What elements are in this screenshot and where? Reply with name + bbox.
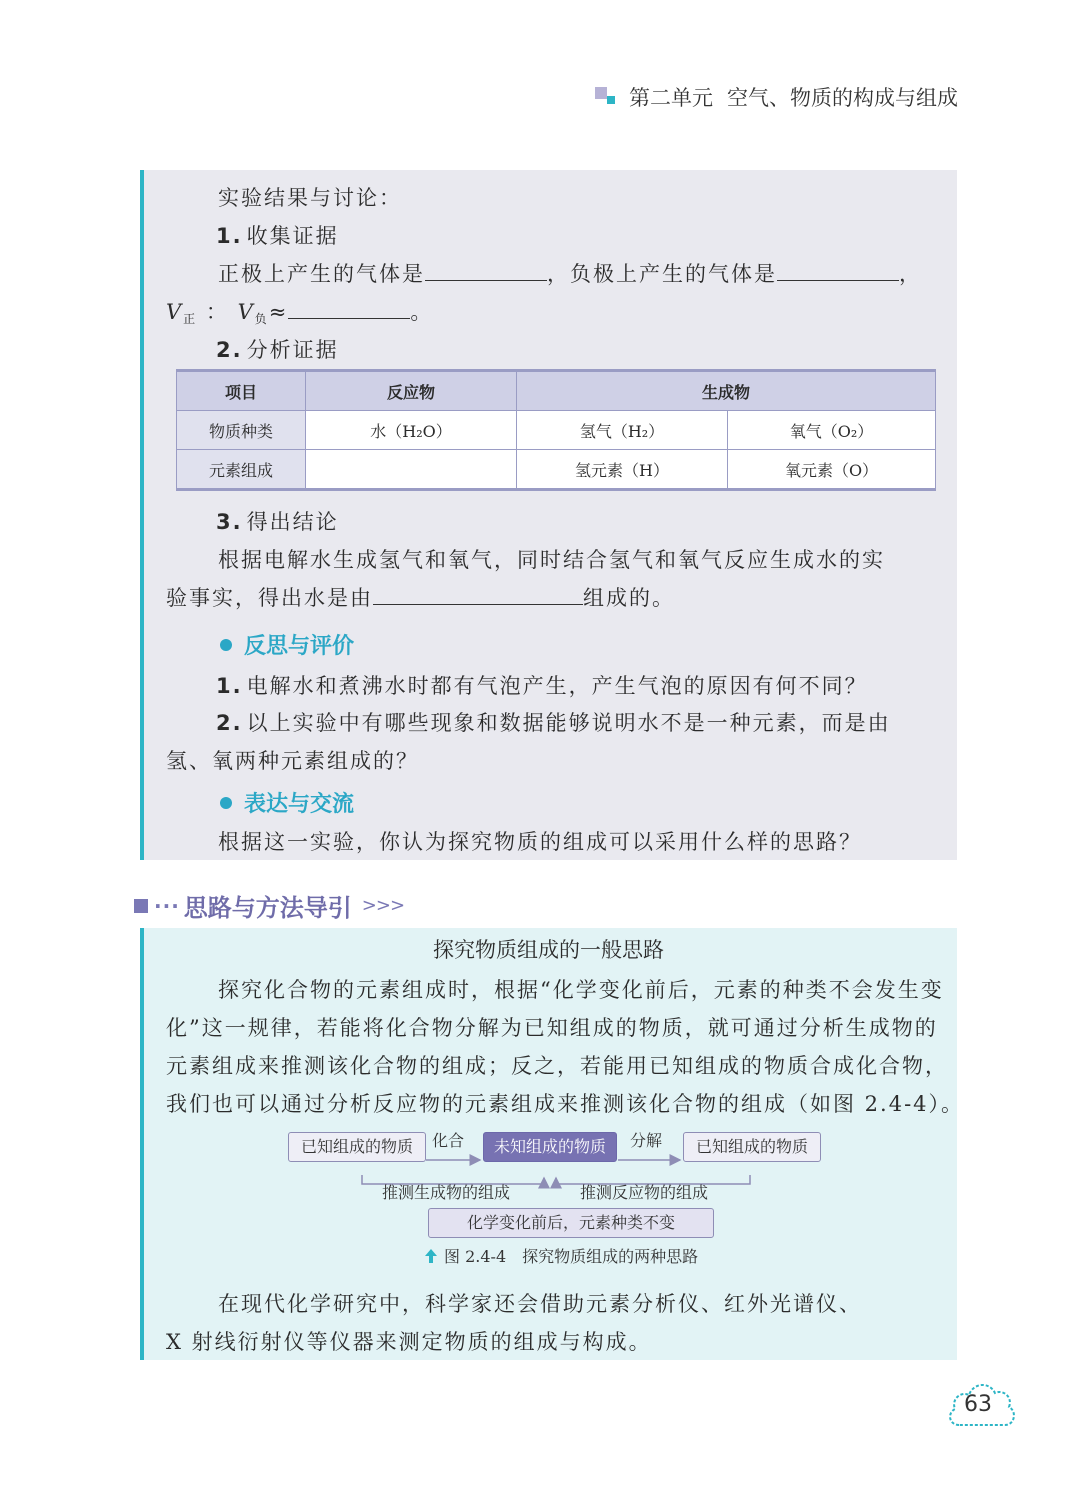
running-header: [595, 82, 958, 112]
section-dots-icon: ···: [154, 893, 180, 918]
blank-element-composition[interactable]: [306, 450, 517, 490]
page-number-badge: 63: [945, 1375, 1017, 1433]
step2-heading: 2. 分析证据: [216, 338, 339, 362]
table-header-item: 项目: [177, 371, 306, 411]
bullet-dot-icon: [220, 639, 232, 651]
section-square-icon: [134, 899, 148, 913]
step1-line1: 正极上产生的气体是 ，负极上产生的气体是 ，: [218, 262, 922, 286]
results-heading: 实验结果与讨论：: [218, 186, 402, 210]
guide-heading: 探究物质组成的一般思路: [433, 938, 664, 962]
bullet-dot-icon: [220, 797, 232, 809]
guide-para1-line: 探究化合物的元素组成时，根据“化学变化前后，元素的种类不会发生变: [218, 978, 944, 1002]
infer-reactants-label: 推测反应物的组成: [580, 1183, 709, 1202]
table-row: 物质种类 水（H₂O） 氢气（H₂） 氧气（O₂）: [177, 411, 936, 450]
guide-section-title: ··· 思路与方法导引 >>>: [134, 888, 404, 923]
step3-heading: 3. 得出结论: [216, 510, 339, 534]
step3-line1: 根据电解水生成氢气和氧气，同时结合氢气和氧气反应生成水的实: [218, 548, 885, 572]
express-text: 根据这一实验，你认为探究物质的组成可以采用什么样的思路？: [218, 830, 862, 854]
volume-ratio-line: $V_正$ ： $V_负\approx$ 。: [166, 300, 434, 326]
question-1: 1. 电解水和煮沸水时都有气泡产生，产生气泡的原因有何不同？: [216, 674, 868, 698]
principle-box: 化学变化前后，元素种类不变: [428, 1208, 714, 1238]
guide-para1-line: 化”这一规律，若能将化合物分解为已知组成的物质，就可通过分析生成物的: [166, 1016, 938, 1040]
method-guide-box: [140, 928, 965, 1360]
infer-products-label: 推测生成物的组成: [382, 1183, 511, 1202]
known-substance-box-right: 已知组成的物质: [683, 1132, 821, 1162]
step1-heading: 1. 收集证据: [216, 224, 339, 248]
header-unit: 第二单元: [629, 86, 713, 110]
guide-para2-line: 在现代化学研究中，科学家还会借助元素分析仪、红外光谱仪、: [218, 1292, 862, 1316]
unknown-substance-box: 未知组成的物质: [483, 1132, 617, 1162]
header-title: 空气、物质的构成与组成: [727, 86, 958, 110]
figure-caption: 图 2.4-4 探究物质组成的两种思路: [424, 1244, 698, 1267]
left-accent-bar: [140, 170, 144, 860]
decompose-label: 分解: [630, 1131, 663, 1150]
analysis-table: [176, 369, 936, 491]
known-substance-box-left: 已知组成的物质: [288, 1132, 426, 1162]
table-header-reactant: 反应物: [306, 371, 517, 411]
header-square-icon: [595, 87, 615, 107]
blank-negative-gas[interactable]: [777, 262, 899, 281]
step3-line2: 验事实，得出水是由 组成的。: [166, 586, 675, 610]
experiment-results-box: [140, 170, 957, 860]
table-header-product: 生成物: [517, 371, 936, 411]
section-arrows-icon: >>>: [361, 895, 405, 916]
express-section-title: 表达与交流: [220, 787, 354, 818]
blank-volume-ratio[interactable]: [288, 300, 410, 319]
guide-para1-line: 我们也可以通过分析反应物的元素组成来推测该化合物的组成（如图 2.4-4）。: [166, 1092, 965, 1116]
blank-positive-gas[interactable]: [425, 262, 547, 281]
table-row: 元素组成 氢元素（H） 氧元素（O）: [177, 450, 936, 490]
guide-para1-line: 元素组成来推测该化合物的组成；反之，若能用已知组成的物质合成化合物，: [166, 1054, 948, 1078]
reflect-section-title: 反思与评价: [220, 629, 354, 660]
guide-para2-line: X 射线衍射仪等仪器来测定物质的组成与构成。: [166, 1330, 652, 1354]
blank-water-composition[interactable]: [373, 586, 583, 605]
combine-label: 化合: [432, 1131, 465, 1150]
up-arrow-icon: [424, 1248, 438, 1264]
question-2-line1: 2. 以上实验中有哪些现象和数据能够说明水不是一种元素，而是由: [216, 711, 891, 735]
question-2-line2: 氢、氧两种元素组成的？: [166, 749, 419, 773]
